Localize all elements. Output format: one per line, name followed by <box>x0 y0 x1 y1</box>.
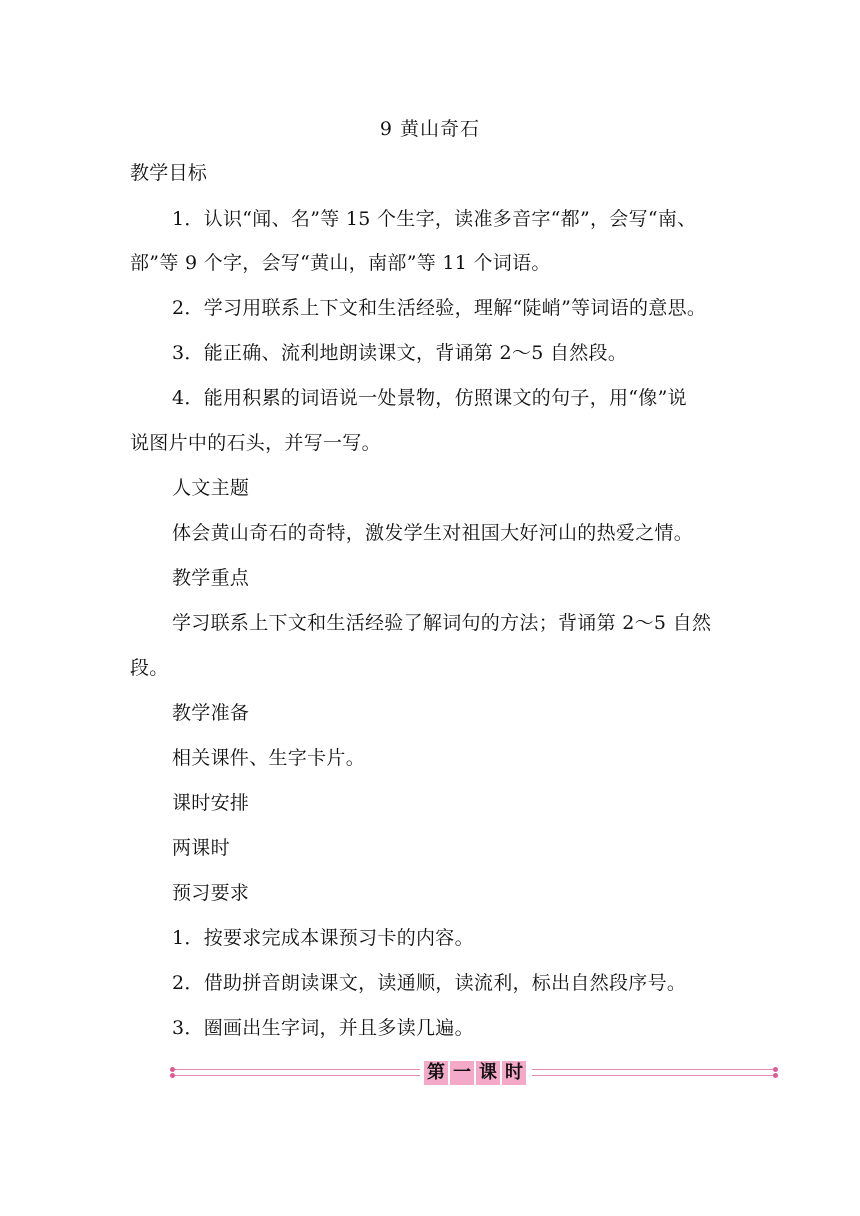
key-points-line-2: 段。 <box>130 657 169 679</box>
theme-text: 体会黄山奇石的奇特，激发学生对祖国大好河山的热爱之情。 <box>172 522 694 544</box>
divider-dot-right <box>773 1067 778 1072</box>
lesson-title: 9 黄山奇石 <box>379 118 481 140</box>
divider-rule-left-top <box>174 1069 420 1070</box>
heading-objectives: 教学目标 <box>130 162 208 184</box>
divider-char-4: 时 <box>502 1061 526 1085</box>
objective-4-line-2: 说图片中的石头，并写一写。 <box>130 432 381 454</box>
objective-4-line-1: 4．能用积累的词语说一处景物，仿照课文的句子，用“像”说 <box>172 387 687 409</box>
heading-key-points: 教学重点 <box>172 567 250 589</box>
objective-1-line-1: 1．认识“闻、名”等 15 个生字，读准多音字“都”，会写“南、 <box>172 208 697 230</box>
divider-dot-right-2 <box>773 1073 778 1078</box>
divider-rule-right-top <box>532 1069 774 1070</box>
schedule-text: 两课时 <box>172 837 230 859</box>
heading-preview: 预习要求 <box>172 882 250 904</box>
divider-char-2: 一 <box>450 1061 474 1085</box>
divider-rule-left-bottom <box>174 1075 420 1076</box>
preview-item-1: 1．按要求完成本课预习卡的内容。 <box>172 927 474 949</box>
divider-rule-right-bottom <box>532 1075 774 1076</box>
preview-item-3: 3．圈画出生字词，并且多读几遍。 <box>172 1017 474 1039</box>
divider-char-3: 课 <box>476 1061 500 1085</box>
key-points-line-1: 学习联系上下文和生活经验了解词句的方法；背诵第 2～5 自然 <box>172 612 712 634</box>
divider-dot-left <box>170 1067 175 1072</box>
divider-char-1: 第 <box>424 1061 448 1085</box>
divider-dot-left-2 <box>170 1073 175 1078</box>
heading-schedule: 课时安排 <box>172 792 250 814</box>
heading-preparation: 教学准备 <box>172 702 250 724</box>
preview-item-2: 2．借助拼音朗读课文，读通顺，读流利，标出自然段序号。 <box>172 972 687 994</box>
objective-2: 2．学习用联系上下文和生活经验，理解“陡峭”等词语的意思。 <box>172 297 707 319</box>
lesson-divider <box>170 1060 780 1088</box>
heading-theme: 人文主题 <box>172 477 250 499</box>
divider-label <box>424 1061 526 1085</box>
preparation-text: 相关课件、生字卡片。 <box>172 747 366 769</box>
objective-1-line-2: 部”等 9 个字，会写“黄山，南部”等 11 个词语。 <box>130 252 551 274</box>
objective-3: 3．能正确、流利地朗读课文，背诵第 2～5 自然段。 <box>172 342 628 364</box>
